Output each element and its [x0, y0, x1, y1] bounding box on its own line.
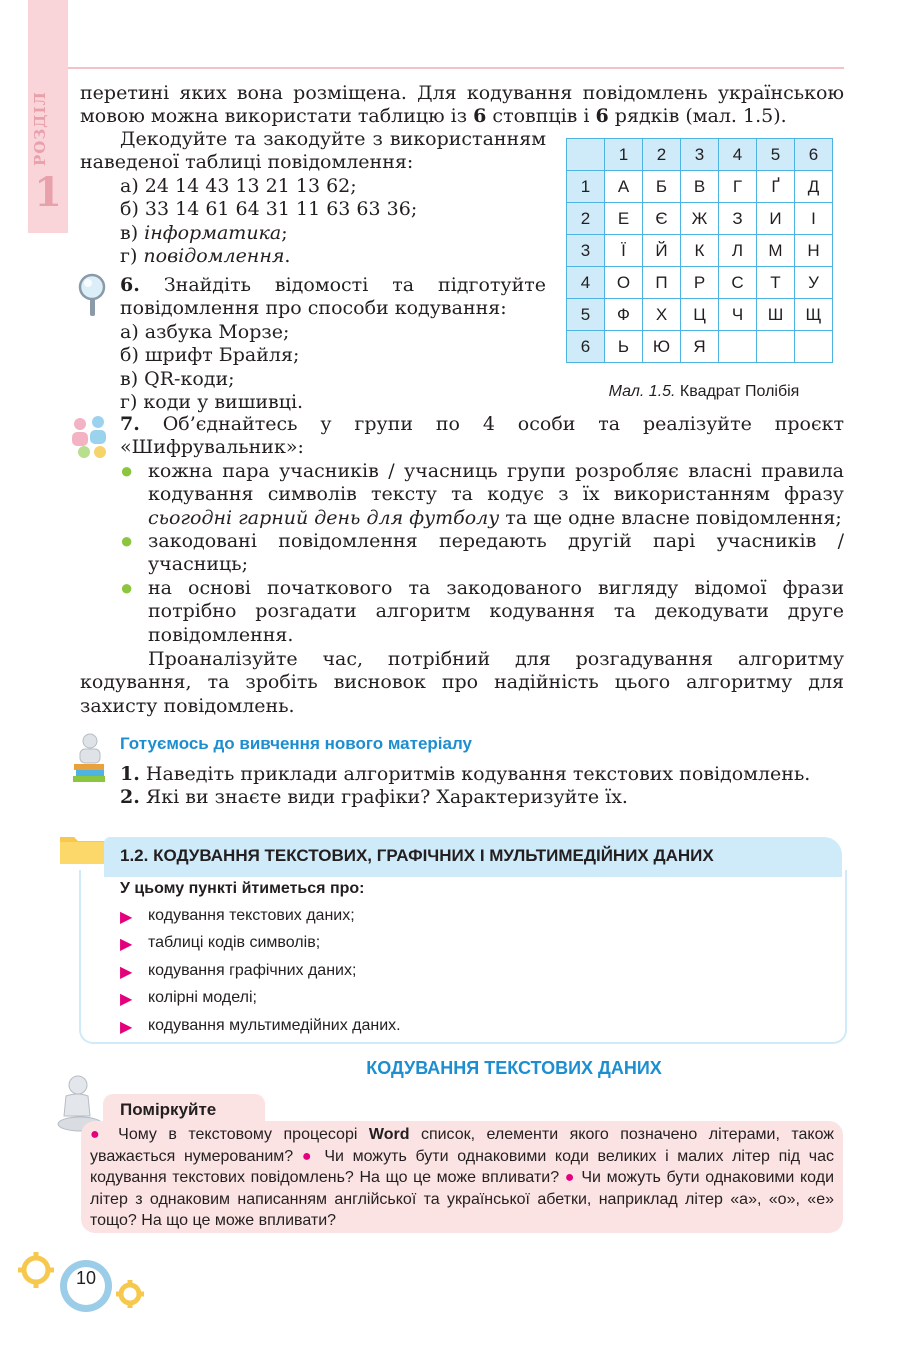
decode-task: Декодуйте та закодуйте з використанням наведеної таблиці повідомлення:: [80, 128, 546, 174]
table-corner: [567, 139, 605, 171]
polybius-table: [566, 138, 833, 363]
table-cell: А: [605, 171, 643, 203]
triangle-bullet-icon: ▶: [120, 909, 133, 926]
think-questions: ● Чому в текстовому процесорі Word список, елементи якого позначено літерами, також уважається нумерованим? ● Чи можуть бути однаковими коди великих і малих літер під час кодування текстових повідомлень? На що це може впливати? ● Чи можуть бути однаковими коди літер з однаковим написанням англійської та української абетки, наприклад літер «а», «о», «е» тощо? На що це може впливати?: [90, 1126, 835, 1229]
table-cell: Е: [605, 203, 643, 235]
preview-item: кодування текстових даних;: [148, 907, 355, 924]
list-item: в) інформатика;: [120, 221, 288, 244]
bullet-dot: ●: [120, 528, 134, 553]
task-6: 6. Знайдіть відомості та підготуйте повідомлення про способи кодування:: [120, 274, 546, 320]
page-number: 10: [75, 1268, 97, 1288]
table-cell: О: [605, 267, 643, 299]
table-row: [567, 299, 833, 331]
bullet-dot: ●: [90, 1126, 107, 1143]
prep-heading: Готуємось до вивчення нового матеріалу: [120, 734, 472, 753]
table-cell: П: [643, 267, 681, 299]
table-cell: Ь: [605, 331, 643, 363]
column-header: 3: [681, 139, 719, 171]
table-cell: Л: [719, 235, 757, 267]
preview-item: кодування графічних даних;: [148, 962, 357, 979]
bullet-dot: ●: [301, 1147, 316, 1165]
table-cell: Ш: [757, 299, 795, 331]
list-item: б) 33 14 61 64 31 11 63 63 36;: [120, 198, 418, 221]
intro-paragraph: перетині яких вона розміщена. Для кодування повідомлень українською мовою можна використати таблицю із 6 стовпців і 6 рядків (мал. 1.5).: [80, 82, 844, 128]
table-cell: У: [795, 267, 833, 299]
column-header: 6: [795, 139, 833, 171]
column-header: 5: [757, 139, 795, 171]
table-cell: Є: [643, 203, 681, 235]
folder-icon: [59, 833, 107, 870]
table-cell: Н: [795, 235, 833, 267]
table-cell: Ж: [681, 203, 719, 235]
table-row: [567, 331, 833, 363]
list-item: 1. Наведіть приклади алгоритмів кодування текстових повідомлень.: [120, 763, 811, 785]
table-cell: Д: [795, 171, 833, 203]
row-header: 1: [567, 171, 605, 203]
figure-caption: Мал. 1.5. Квадрат Полібія: [608, 383, 800, 400]
table-cell: Ф: [605, 299, 643, 331]
row-header: 4: [567, 267, 605, 299]
list-item: б) шрифт Брайля;: [120, 344, 300, 367]
table-cell: Ї: [605, 235, 643, 267]
decode-items: [120, 175, 550, 269]
triangle-bullet-icon: ▶: [120, 936, 133, 953]
list-item: а) 24 14 43 13 21 13 62;: [120, 175, 357, 197]
table-cell: [719, 331, 757, 363]
chapter-number: 1: [34, 169, 62, 216]
preview-item: колірні моделі;: [148, 989, 257, 1006]
preview-item: таблиці кодів символів;: [148, 934, 321, 951]
list-item: 2. Які ви знаєте види графіки? Характеризуйте їх.: [120, 786, 628, 809]
triangle-bullet-icon: ▶: [120, 1019, 133, 1036]
table-cell: Р: [681, 267, 719, 299]
think-title: Поміркуйте: [120, 1100, 217, 1119]
task-7-conclusion: Проаналізуйте час, потрібний для розгадування алгоритму кодування, та зробіть висновок про надійність цього алгоритму для захисту повідомлень.: [80, 648, 844, 717]
triangle-bullet-icon: ▶: [120, 991, 133, 1008]
chapter-label: РОЗДІЛ: [31, 91, 49, 167]
list-item: а) азбука Морзе;: [120, 321, 290, 343]
table-cell: Й: [643, 235, 681, 267]
table-cell: [795, 331, 833, 363]
table-cell: К: [681, 235, 719, 267]
preview-label: У цьому пункті йтиметься про:: [120, 880, 365, 897]
magnifier-icon: [74, 272, 110, 323]
list-item: г) коди у вишивці.: [120, 391, 304, 414]
triangle-bullet-icon: ▶: [120, 964, 133, 981]
group-project-icon: [68, 412, 112, 467]
column-header: 1: [605, 139, 643, 171]
row-header: 3: [567, 235, 605, 267]
task-7-bullet: на основі початкового та закодованого вигляду відомої фрази потрібно розгадати алгоритм кодування та декодувати друге повідомлення.: [148, 577, 844, 646]
table-cell: С: [719, 267, 757, 299]
column-header: 4: [719, 139, 757, 171]
table-cell: Т: [757, 267, 795, 299]
table-cell: Щ: [795, 299, 833, 331]
task-7-bullet: закодовані повідомлення передають другій парі учасників / учасниць;: [148, 530, 844, 576]
section-title: 1.2. КОДУВАННЯ ТЕКСТОВИХ, ГРАФІЧНИХ І МУЛЬТИМЕДІЙНИХ ДАНИХ: [120, 846, 714, 865]
row-header: 5: [567, 299, 605, 331]
table-row: [567, 267, 833, 299]
table-cell: И: [757, 203, 795, 235]
reader-icon: [70, 732, 110, 789]
bullet-dot: ●: [120, 458, 134, 483]
column-header: 2: [643, 139, 681, 171]
table-cell: В: [681, 171, 719, 203]
table-cell: Ч: [719, 299, 757, 331]
bullet-dot: ●: [120, 575, 134, 600]
table-cell: Ґ: [757, 171, 795, 203]
table-row: [567, 139, 833, 171]
table-cell: Б: [643, 171, 681, 203]
table-cell: І: [795, 203, 833, 235]
table-cell: Г: [719, 171, 757, 203]
table-cell: Ю: [643, 331, 681, 363]
table-row: [567, 235, 833, 267]
task-7: 7. Об’єднайтесь у групи по 4 особи та реалізуйте проєкт «Шифрувальник»:: [120, 413, 844, 459]
bullet-dot: ●: [564, 1169, 576, 1186]
table-cell: М: [757, 235, 795, 267]
table-cell: Я: [681, 331, 719, 363]
prep-items: [120, 763, 844, 810]
table-cell: З: [719, 203, 757, 235]
task-6-items: [120, 321, 550, 415]
row-header: 6: [567, 331, 605, 363]
table-cell: Х: [643, 299, 681, 331]
row-header: 2: [567, 203, 605, 235]
table-cell: Ц: [681, 299, 719, 331]
table-row: [567, 171, 833, 203]
subsection-heading: КОДУВАННЯ ТЕКСТОВИХ ДАНИХ: [366, 1058, 662, 1078]
header-rule: [68, 67, 844, 69]
table-row: [567, 203, 833, 235]
list-item: в) QR-коди;: [120, 367, 235, 390]
preview-item: кодування мультимедійних даних.: [148, 1017, 401, 1034]
list-item: г) повідомлення.: [120, 245, 291, 268]
task-7-bullet: кожна пара учасників / учасниць групи розробляє власні правила кодування символів тексту та кодує з їх використанням фразу сьогодні гарний день для футболу та ще одне власне повідомлення;: [148, 460, 844, 529]
table-cell: [757, 331, 795, 363]
